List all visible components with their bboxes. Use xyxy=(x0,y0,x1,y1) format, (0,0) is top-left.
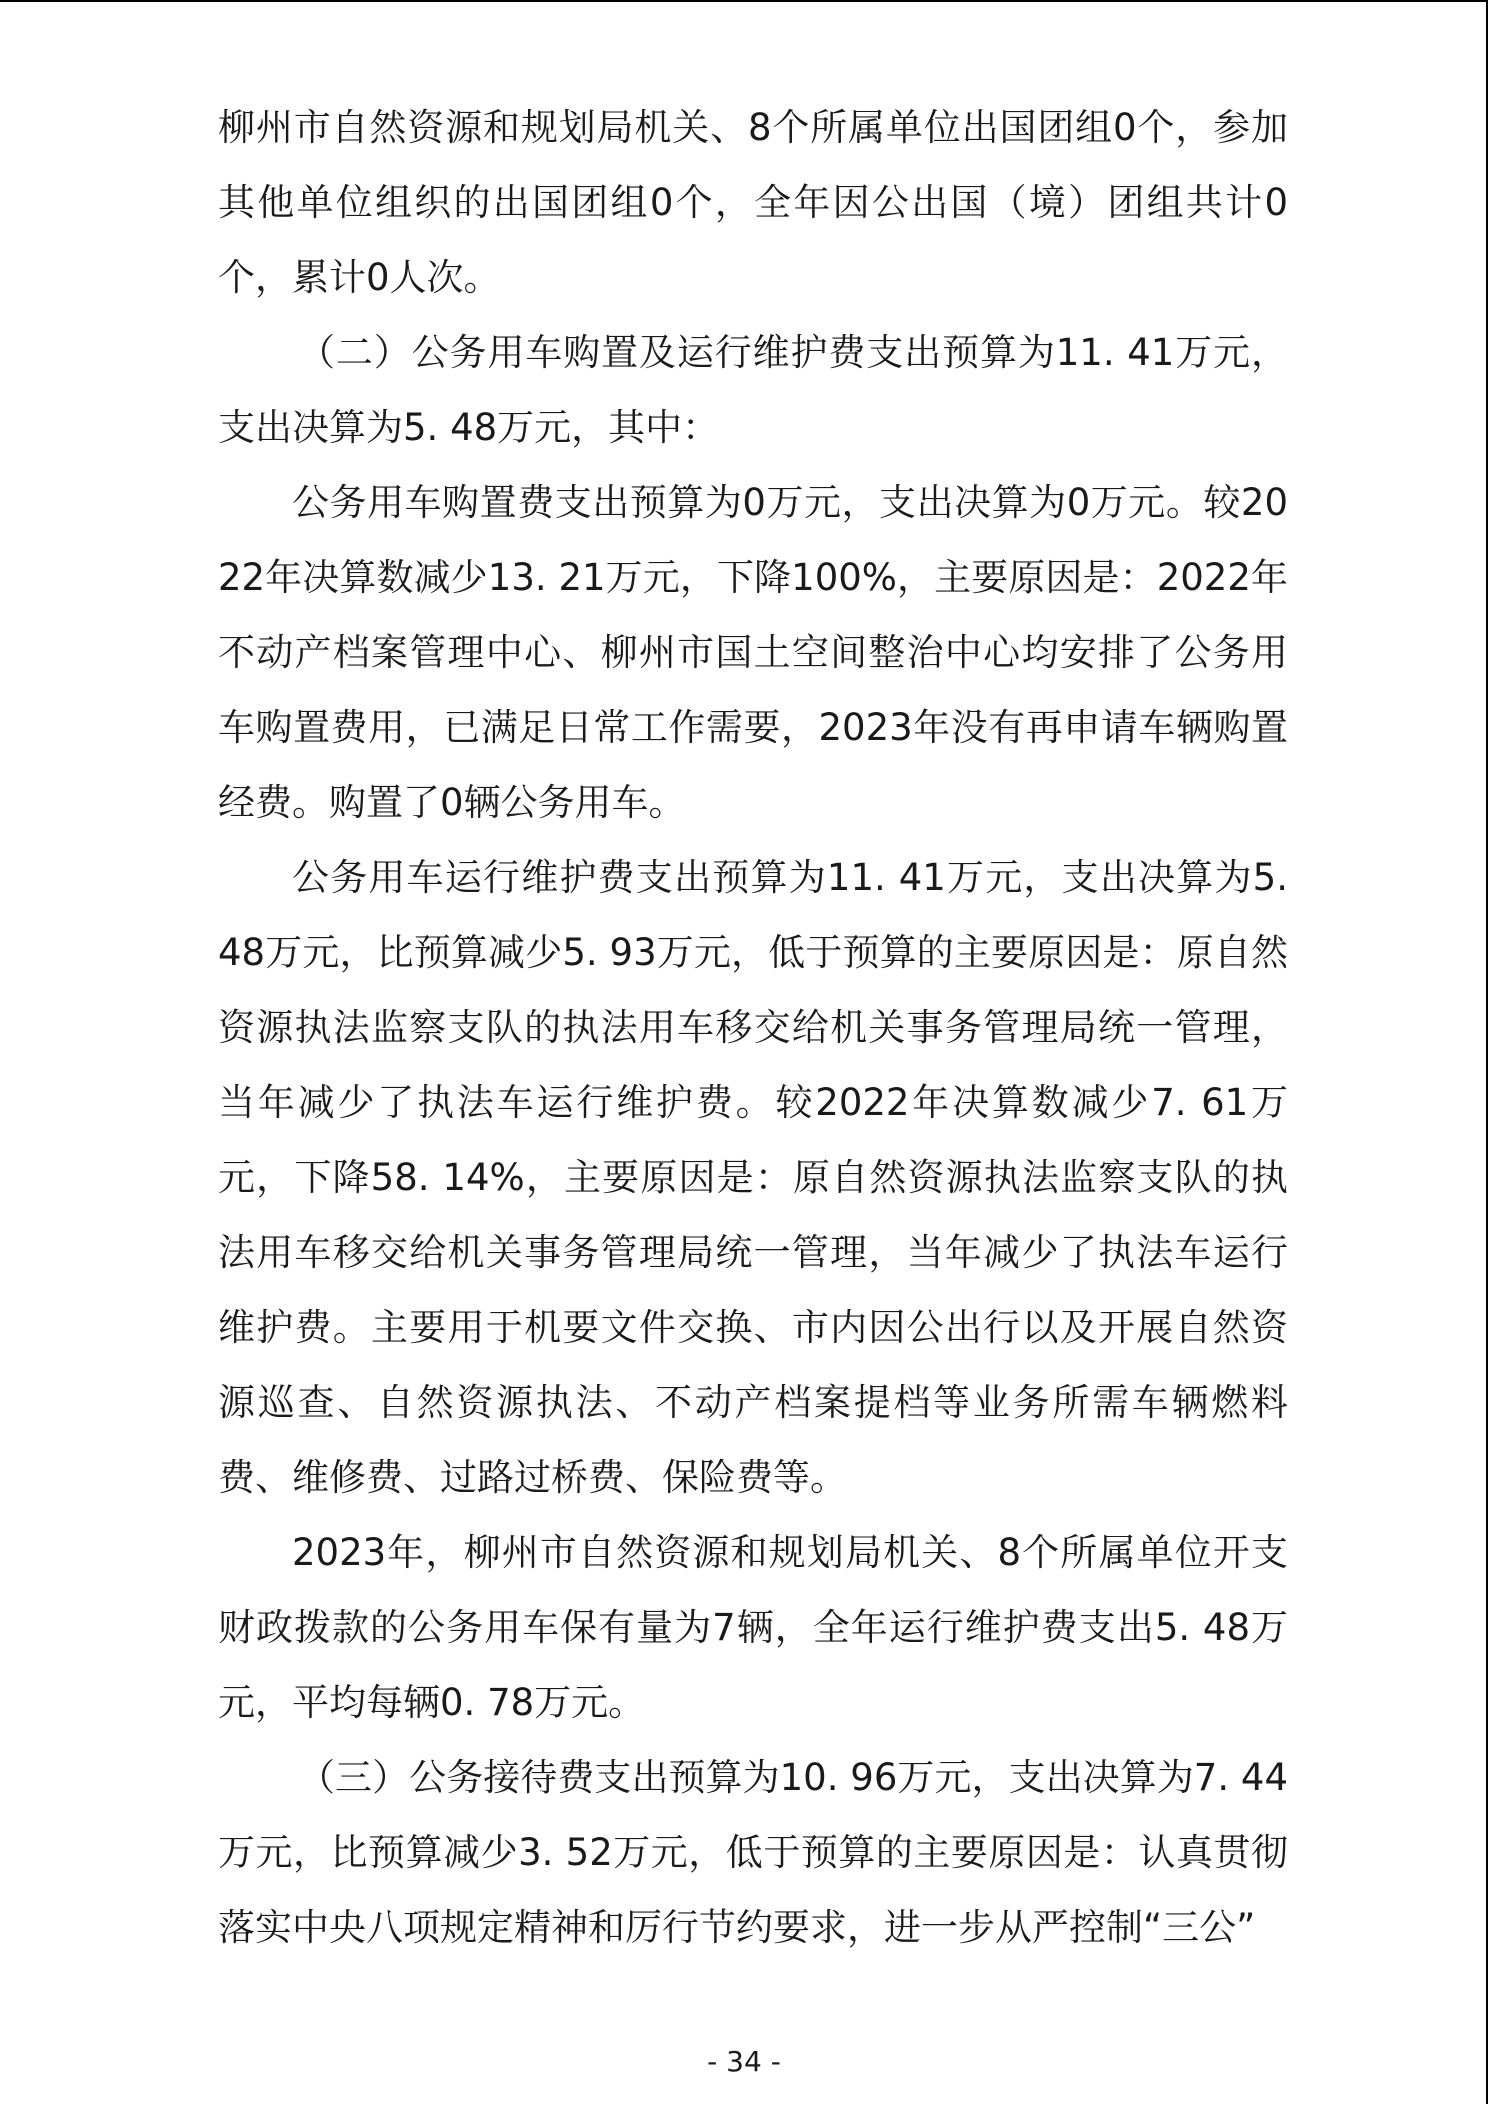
paragraph-vehicle-maintenance: 公务用车运行维护费支出预算为11. 41万元，支出决算为5. 48万元，比预算减少5. 93万元，低于预算的主要原因是：原自然资源执法监察支队的执法用车移交给机关事务管理局统一管理，当年减少了执法车运行维护费。较2022年决算数减少7. 61万元，下降58. 14%，主要原因是：原自然资源执法监察支队的执法用车移交给机关事务管理局统一管理，当年减少了执法车运行维护费。主要用于机要文件交换、市内因公出行以及开展自然资源巡查、自然资源执法、不动产档案提档等业务所需车辆燃料费、维修费、过路过桥费、保险费等。 xyxy=(218,856,1288,1499)
section-heading-reception-costs: （三）公务接待费支出预算为10. 96万元，支出决算为7. 44万元，比预算减少3. 52万元，低于预算的主要原因是：认真贯彻落实中央八项规定精神和厉行节约要求，进一步从严控制“三公” xyxy=(218,1756,1288,1949)
page-number: - 34 - xyxy=(707,2045,781,2078)
paragraph-vehicle-fleet: 2023年，柳州市自然资源和规划局机关、8个所属单位开支财政拨款的公务用车保有量为7辆，全年运行维护费支出5. 48万元，平均每辆0. 78万元。 xyxy=(218,1531,1288,1724)
section-heading-vehicle-costs: （二）公务用车购置及运行维护费支出预算为11. 41万元，支出决算为5. 48万元，其中： xyxy=(218,331,1288,449)
paragraph-overseas-groups: 柳州市自然资源和规划局机关、8个所属单位出国团组0个，参加其他单位组织的出国团组0个，全年因公出国（境）团组共计0个，累计0人次。 xyxy=(218,106,1288,299)
top-border-line xyxy=(0,0,1488,2)
paragraph-vehicle-purchase: 公务用车购置费支出预算为0万元，支出决算为0万元。较2022年决算数减少13. 21万元，下降100%，主要原因是：2022年不动产档案管理中心、柳州市国土空间整治中心均安排了公务用车购置费用，已满足日常工作需要，2023年没有再申请车辆购置经费。购置了0辆公务用车。 xyxy=(218,481,1288,824)
document-body xyxy=(218,90,1288,1965)
